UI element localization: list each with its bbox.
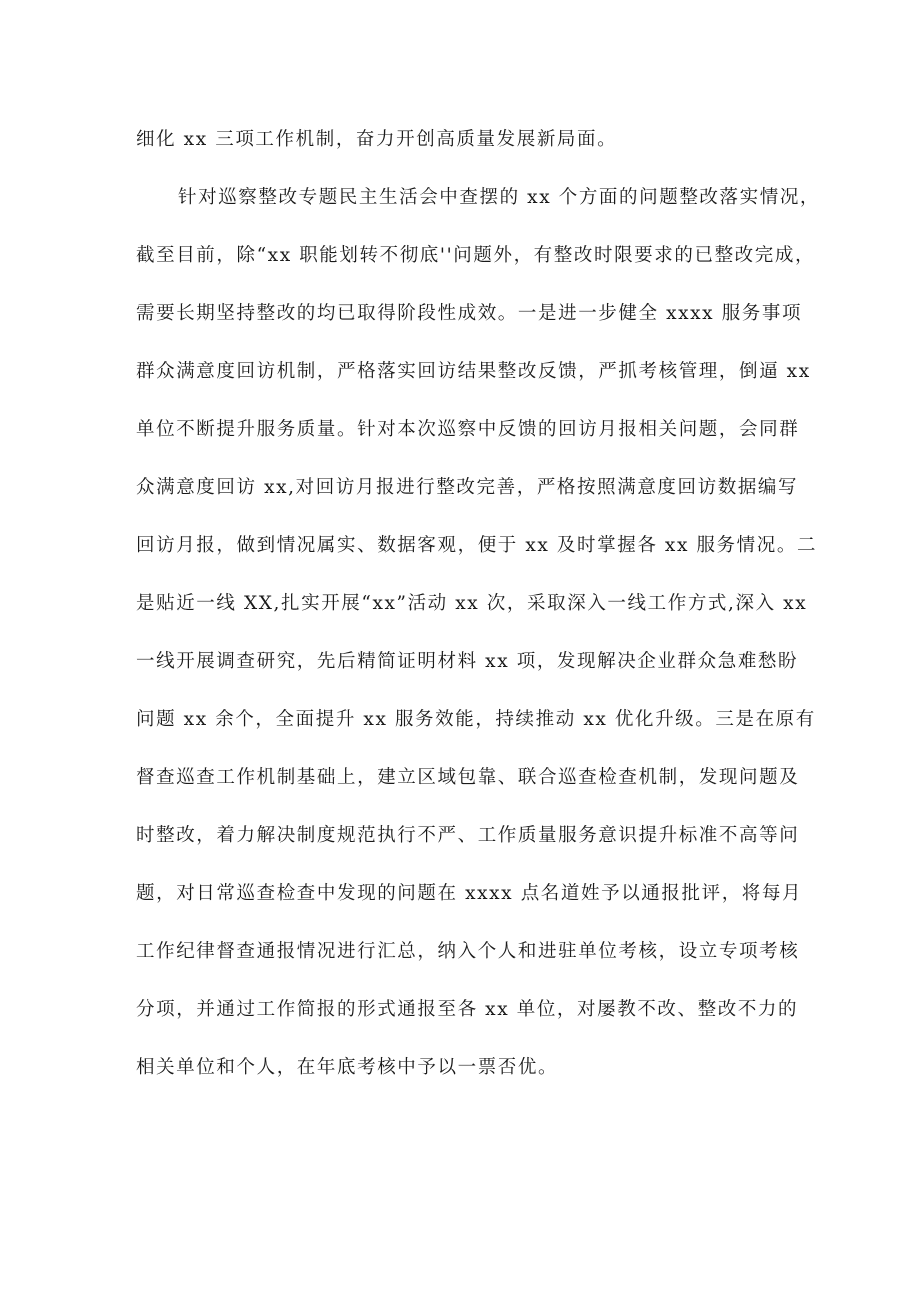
text-line: 分项，并通过工作简报的形式通报至各 xx 单位，对屡教不改、整改不力的 bbox=[136, 999, 799, 1020]
text-line: 相关单位和个人，在年底考核中予以一票否优。 bbox=[136, 1057, 559, 1078]
text-line: 一线开展调查研究，先后精简证明材料 xx 项，发现解决企业群众急难愁盼 bbox=[136, 651, 799, 672]
text-line: 工作纪律督查通报情况进行汇总，纳入个人和进驻单位考核，设立专项考核 bbox=[136, 941, 800, 962]
text-line: 单位不断提升服务质量。针对本次巡察中反馈的回访月报相关问题，会同群 bbox=[136, 419, 800, 440]
text-line: 回访月报，做到情况属实、数据客观，便于 xx 及时掌握各 xx 服务情况。二 bbox=[136, 535, 818, 556]
text-line: 督查巡查工作机制基础上，建立区域包靠、联合巡查检查机制，发现问题及 bbox=[136, 767, 800, 788]
text-line: 众满意度回访 xx,对回访月报进行整改完善，严格按照满意度回访数据编写 bbox=[136, 477, 799, 498]
text-line: 是贴近一线 XX,扎实开展“xx”活动 xx 次，采取深入一线工作方式,深入 xx bbox=[136, 593, 808, 614]
text-line: 需要长期坚持整改的均已取得阶段性成效。一是进一步健全 xxxx 服务事项 bbox=[136, 303, 803, 324]
text-line: 问题 xx 余个，全面提升 xx 服务效能，持续推动 xx 优化升级。三是在原有 bbox=[136, 709, 816, 730]
text-line: 题，对日常巡查检查中发现的问题在 xxxx 点名道姓予以通报批评，将每月 bbox=[136, 883, 803, 904]
text-line: 截至目前，除“xx 职能划转不彻底''问题外，有整改时限要求的已整改完成， bbox=[136, 245, 816, 266]
text-line: 时整改，着力解决制度规范执行不严、工作质量服务意识提升标准不高等问 bbox=[136, 825, 800, 846]
text-line: 细化 xx 三项工作机制，奋力开创高质量发展新局面。 bbox=[136, 129, 618, 150]
text-line: 针对巡察整改专题民主生活会中查摆的 xx 个方面的问题整改落实情况， bbox=[178, 187, 821, 208]
text-line: 群众满意度回访机制，严格落实回访结果整改反馈，严抓考核管理，倒逼 xx bbox=[136, 361, 811, 382]
